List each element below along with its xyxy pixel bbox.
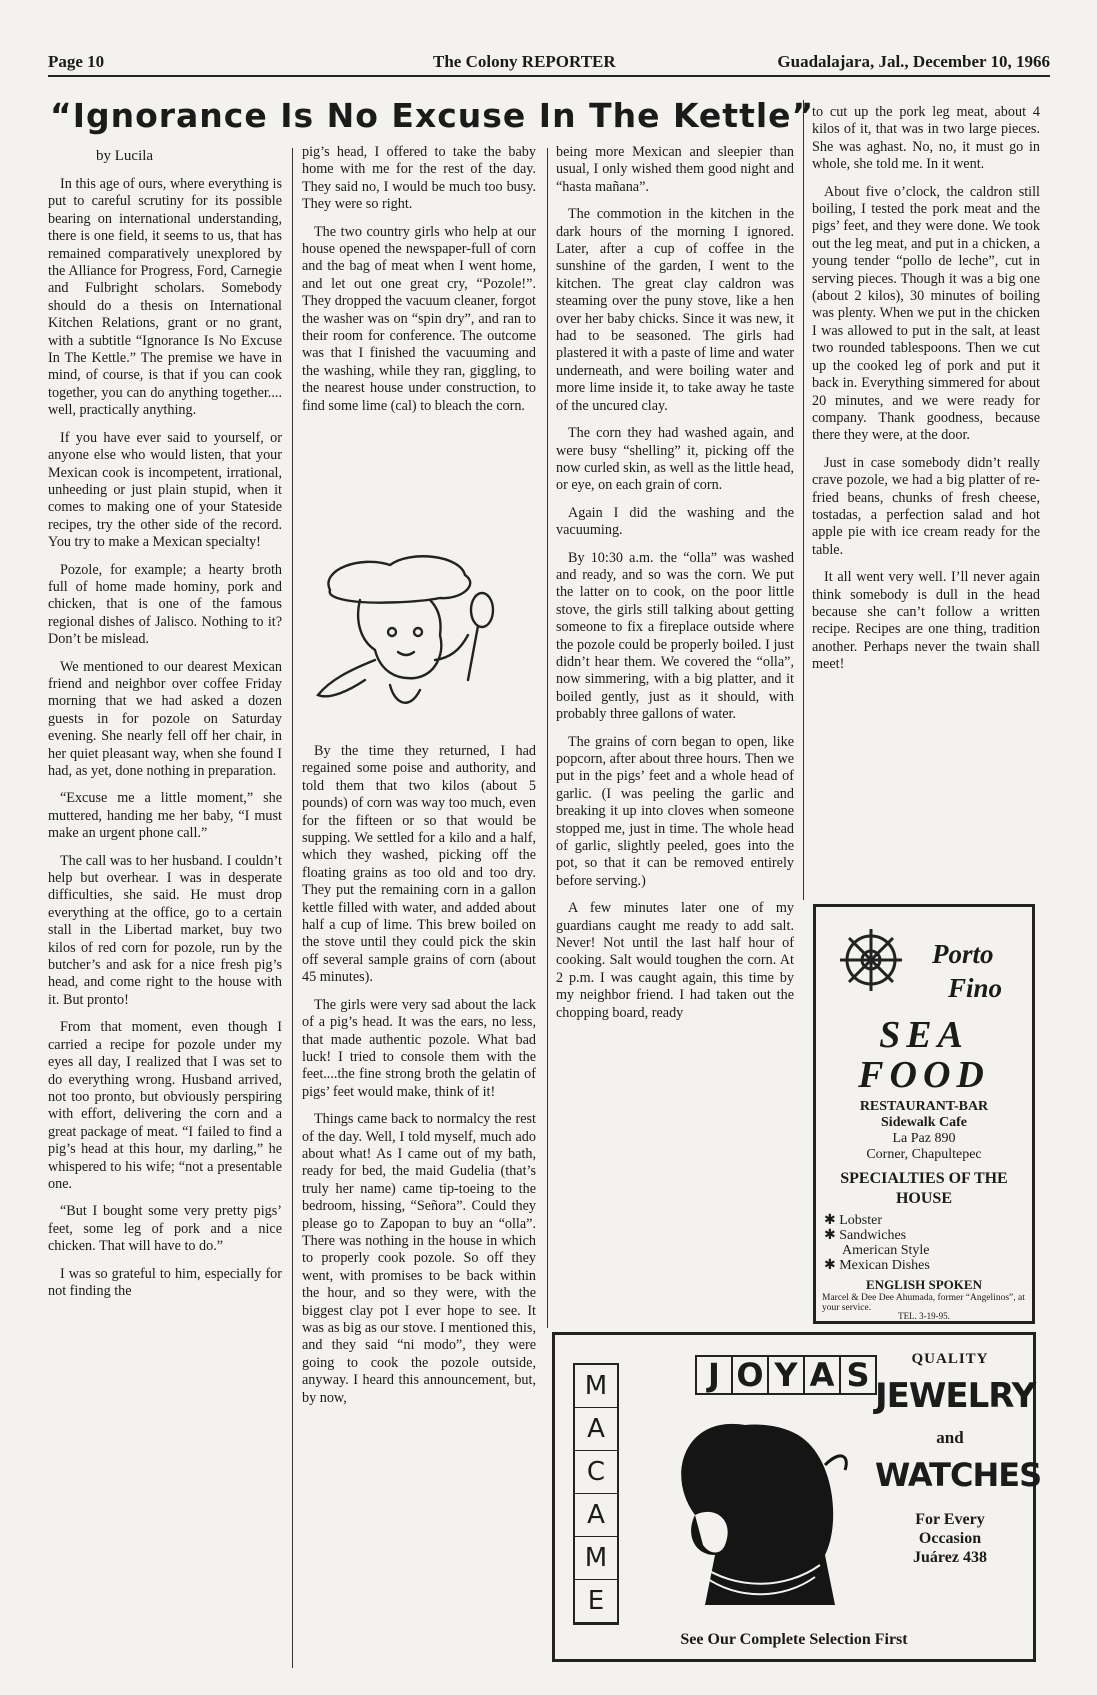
- porto-name: Porto: [932, 939, 994, 969]
- joyas-letter: J: [695, 1355, 733, 1395]
- list-item: American Style: [842, 1243, 930, 1258]
- for-every: For Every: [915, 1511, 985, 1528]
- article-paragraph: In this age of ours, where everything is put to careful scrutiny for its possible bearing on international understanding, there is one field, it seems to us, that has remained comparatively unexplored by the Alliance for Progress, Ford, Carnegie and Fulbright scholars. Somebody should do a thesis on International Kitchen Relations, grant or no grant, with a subtitle “Ignorance Is No Excuse In The Kettle.” The premise we have in mind, of course, is that if you can cook together, you can do anything together.... well, practically anything.: [48, 176, 282, 419]
- macame-letter: E: [575, 1580, 617, 1623]
- telephone: TEL. 3-19-95.: [898, 1311, 950, 1321]
- article-paragraph: By the time they returned, I had regained some poise and authority, and told them that two kilos (about 5 pounds) of corn was way too much, even for the fifteen or so that would be supping. We settled for a kilo and a half, which they washed, picking off the floating grains as too old and too dry. They put the remaining corn in a gallon kettle filled with water, and added about half a cup of lime. This brew boiled on the stove until they could pick the skin off several sample grains of corn (about 45 minutes).: [302, 743, 536, 986]
- article-paragraph: to cut up the pork leg meat, about 4 kilos of it, that was in two large pieces. She was aghast. No, no, it must go in whole, she told me. In it went.: [812, 104, 1040, 173]
- article-paragraph: pig’s head, I offered to take the baby home with me for the rest of the day. They said no, I would be much too busy. They were so right.: [302, 144, 536, 213]
- joyas-letter: O: [731, 1355, 769, 1395]
- article-paragraph: The commotion in the kitchen in the dark hours of the morning I ignored. Later, after a cup of coffee in the sunshine of the garden, I went to the kitchen. The great clay caldron was steaming over the puny stove, like a hen over her baby chicks. Since it was new, it had to be seasoned. The girls had plastered it with a paste of lime and water underneath, and were boiling water and more lime inside it, to take away he taste of the uncured clay.: [556, 206, 794, 414]
- english-spoken: ENGLISH SPOKEN: [866, 1277, 982, 1292]
- owners-note: Marcel & Dee Dee Ahumada, former “Angelinos”, at your service.: [822, 1293, 1025, 1313]
- article-paragraph: The corn they had washed again, and were busy “shelling” it, picking off the now curled skin, as well as the little head, or eye, on each grain of corn.: [556, 425, 794, 494]
- food-heading: FOOD: [858, 1054, 990, 1096]
- address: La Paz 890: [892, 1131, 956, 1146]
- article-paragraph: The two country girls who help at our house opened the newspaper-full of corn and the bag of meat when I went home, and let out one great cry, “Pozole!”. They dropped the vacuum cleaner, forgot the washer was on “spin dry”, and ran to their room for conference. The outcome was that I finished the vacuuming and the washing, while they ran, giggling, to the nearest house under construction, to find some lime (cal) to bleach the corn.: [302, 223, 536, 414]
- article-paragraph: The call was to her husband. I couldn’t help but overhear. I was in desperate difficulties, she said. He must drop everything at the office, go to a certain stall in the Libertad market, buy two kilos of red corn for pozole, run by the butcher’s and ask for a nice fresh pig’s head, and come right to the house with it. But pronto!: [48, 852, 282, 1008]
- fino-name: Fino: [948, 973, 1003, 1003]
- and-label: and: [936, 1428, 964, 1447]
- article-paragraph: By 10:30 a.m. the “olla” was washed and ready, and so was the corn. We put the latter on to cook, on the poor little stove, the girls still talking about getting someone to fix a fireplace outside where the pozole could be properly boiled. I just didn’t hear them. We covered the “olla”, now simmering, with a big platter, and it boiled gently, just as it should, with probably three gallons of water.: [556, 549, 794, 723]
- article-paragraph: being more Mexican and sleepier than usual, I only wished them good night and “hasta mañana”.: [556, 144, 794, 195]
- porto-fino-ad: [813, 904, 1035, 1324]
- article-paragraph: “Excuse me a little moment,” she muttered, handing me her baby, “I must make an urgent phone call.”: [48, 790, 282, 842]
- corner: Corner, Chapultepec: [866, 1147, 982, 1162]
- column-divider: [547, 148, 548, 1328]
- macame-letter: M: [575, 1537, 617, 1580]
- joyas-letter: Y: [767, 1355, 805, 1395]
- occasion: Occasion: [918, 1530, 982, 1547]
- article-column-4: [812, 104, 1040, 684]
- specialties-house: HOUSE: [895, 1190, 952, 1207]
- article-title: “Ignorance Is No Excuse In The Kettle”: [50, 96, 815, 135]
- chef-illustration: [300, 540, 540, 730]
- article-column-1: [48, 176, 282, 1310]
- list-item: ✱ Sandwiches: [824, 1228, 907, 1243]
- header-rule: [48, 75, 1050, 77]
- column-divider: [803, 100, 804, 900]
- article-paragraph: From that moment, even though I carried a recipe for pozole under my eyes all day, I realized that I was set to do everything wrong. Husband arrived, not too pronto, but obviously perspiring with effort, delivering the corn and a great package of meat. “I failed to find a pig’s head at this hour, my darling,” he whispered to his wife; “not a presentable one.: [48, 1019, 282, 1192]
- macame-letter: A: [575, 1494, 617, 1537]
- article-paragraph: The grains of corn began to open, like popcorn, after about three hours. Then we put in the pigs’ feet and a whole head of garlic. (I was peeling the garlic and breaking it up into cloves when someone stopped me, just in time. The whole head of garlic, slightly peeled, goes into the pot, so that it can be removed entirely before serving.): [556, 733, 794, 889]
- macame-letter: A: [575, 1408, 617, 1451]
- specialties-list: [824, 1213, 930, 1273]
- woman-silhouette: [625, 1405, 875, 1625]
- jewelry-heading: JEWELRY: [875, 1376, 1036, 1416]
- page-header: [48, 52, 1050, 74]
- joyas-letter: A: [803, 1355, 841, 1395]
- article-paragraph: I was so grateful to him, especially for not finding the: [48, 1265, 282, 1299]
- article-paragraph: “But I bought some very pretty pigs’ feet, some leg of pork and a nice chicken. That will have to do.”: [48, 1203, 282, 1255]
- newspaper-name: The Colony REPORTER: [433, 52, 616, 71]
- article-column-2-top: [302, 144, 536, 425]
- article-paragraph: A few minutes later one of my guardians caught me ready to add salt. Never! Not until the last half hour of cooking. Salt would toughen the corn. At 2 p.m. I was caught again, this time by my neighbor friend. I had taken out the chopping board, ready: [556, 900, 794, 1021]
- byline: by Lucila: [96, 148, 154, 164]
- article-paragraph: Pozole, for example; a hearty broth full of home made hominy, pork and chicken, that is one of the famous regional dishes of Jalisco. Nothing to it? Don’t be mislead.: [48, 561, 282, 648]
- article-paragraph: We mentioned to our dearest Mexican friend and neighbor over coffee Friday morning that we had asked a dozen guests in for pozole on Saturday evening. She nearly fell off her chair, in her quiet pleasant way, when she found I had, as yet, done nothing in preparation.: [48, 658, 282, 779]
- quality-label: QUALITY: [911, 1351, 989, 1367]
- joyas-logo: [695, 1355, 875, 1395]
- article-paragraph: Just in case somebody didn’t really crave pozole, we had a big platter of re-fried beans, chunks of fresh cheese, tostadas, a perfection salad and hot apple pie with ice cream ready for the table.: [812, 454, 1040, 558]
- ship-wheel-icon: [836, 925, 906, 1000]
- sea-heading: SEA: [879, 1014, 969, 1056]
- joyas-letter: S: [839, 1355, 877, 1395]
- article-column-2-bottom: [302, 743, 536, 1417]
- macame-letter: C: [575, 1451, 617, 1494]
- macame-letter-box: [573, 1363, 619, 1625]
- specialties-heading: SPECIALTIES OF THE: [840, 1170, 1008, 1187]
- restaurant-type: RESTAURANT-BAR: [859, 1099, 989, 1114]
- article-paragraph: The girls were very sad about the lack of a pig’s head. It was the ears, no less, that made authentic pozole. What bad luck! I tried to console them with the feet....the fine strong broth the gelatin of pigs’ feet would make, think of it!: [302, 996, 536, 1100]
- selection-footer: See Our Complete Selection First: [680, 1631, 908, 1648]
- joyas-jewelry-ad: [552, 1332, 1042, 1662]
- list-item: ✱ Lobster: [824, 1213, 882, 1228]
- joyas-address: Juárez 438: [913, 1549, 987, 1566]
- article-paragraph: If you have ever said to yourself, or anyone else who would listen, that your Mexican cook is incompetent, irrational, unheeding or just plain stupid, when it comes to making one of your Stateside recipes, try the other side of the record. You try to make a Mexican specialty!: [48, 429, 282, 551]
- cafe-label: Sidewalk Cafe: [881, 1115, 967, 1130]
- article-column-3: [556, 144, 794, 1032]
- list-item: ✱ Mexican Dishes: [824, 1258, 930, 1273]
- article-paragraph: Things came back to normalcy the rest of the day. Well, I told myself, much ado about what! As I came out of my bath, ready for bed, the maid Gudelia (that’s truly her name) came tip-toeing to the bedroom, hissing, “Señora”. Could they please go to Zapopan to buy an “olla”. There was nothing in the house in which to properly cook pozole. So off they went, with promises to be back within the hour, and so they were, with the biggest clay pot I ever hope to see. It was as big as our stove. I mentioned this, and they said “ni modo”, they were going to cook the pozole outside, anyway. I heard this announcement, but, by now,: [302, 1111, 536, 1406]
- article-paragraph: It all went very well. I’ll never again think somebody is dull in the head because she can’t follow a written recipe. Recipes are one thing, tradition another. Perhaps never the twain shall meet!: [812, 569, 1040, 673]
- article-paragraph: Again I did the washing and the vacuuming.: [556, 504, 794, 539]
- watches-heading: WATCHES: [875, 1456, 1042, 1494]
- article-paragraph: About five o’clock, the caldron still boiling, I tested the pork meat and the pigs’ feet, and they were done. We took out the leg meat, and put in a chicken, a young tender “pollo de leche”, cut in serving pieces. Though it was a big one (about 2 kilos), 30 minutes of boiling was plenty. When we put in the chicken I was allowed to put in the salt, at least two rounded tablespoons. Then we cut up the cooked leg of pork and put it back in. Everything simmered for about 20 minutes, and we were ready for company. Thank goodness, because there they were, at the door.: [812, 183, 1040, 444]
- dateline: Guadalajara, Jal., December 10, 1966: [777, 52, 1050, 71]
- page-number: Page 10: [48, 52, 105, 71]
- column-divider: [292, 148, 293, 1668]
- macame-letter: M: [575, 1365, 617, 1408]
